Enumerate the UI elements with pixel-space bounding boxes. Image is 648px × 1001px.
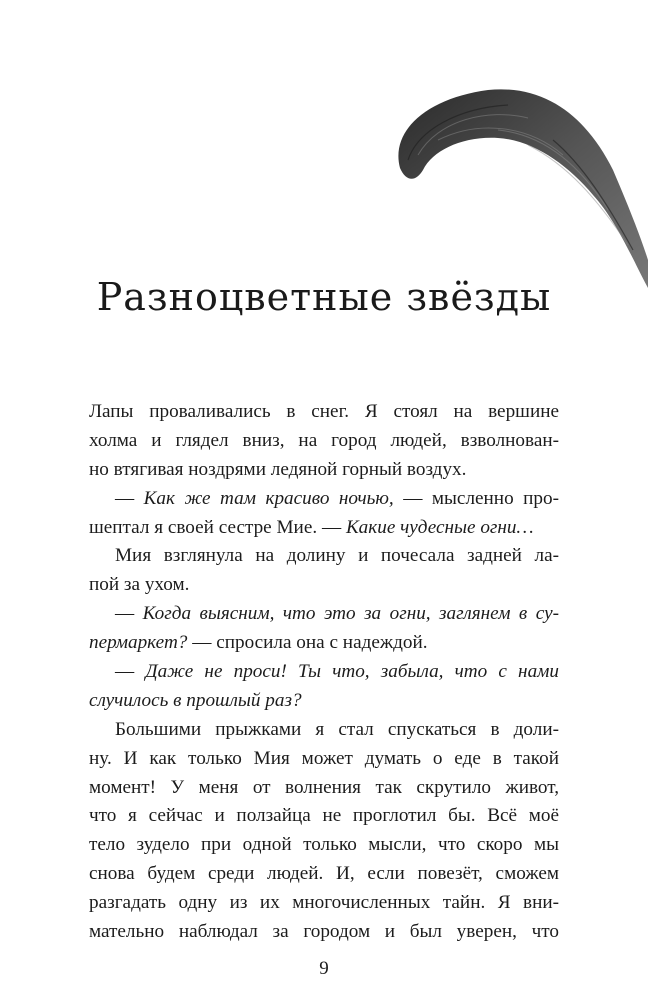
text-line (89, 658, 559, 687)
text-segment: шептал я своей сестре Мие. — (89, 516, 346, 538)
text-segment: что я сейчас и ползайца не проглотил бы. Всё моё (89, 805, 559, 827)
text-segment: Большими прыжками я стал спускаться в доли- (115, 718, 559, 740)
text-segment: — (115, 661, 146, 683)
text-segment: момент! У меня от волнения так скрутило живот, (89, 776, 559, 798)
chapter-title: Разноцветные звёзды (96, 275, 552, 320)
text-line (89, 427, 559, 456)
text-line (89, 514, 559, 543)
text-line (89, 398, 559, 427)
text-line (89, 889, 559, 918)
text-line (89, 831, 559, 860)
italic-text: Какие чудесные огни… (345, 516, 534, 538)
text-line (89, 918, 559, 947)
italic-text: Как же там красиво ночью, (143, 487, 394, 509)
body-text (89, 398, 559, 947)
text-segment: ну. И как только Мия может думать о еде в такой (89, 747, 559, 769)
text-segment: — (115, 487, 144, 509)
text-segment: пой за ухом. (89, 574, 190, 596)
text-line (89, 456, 559, 485)
text-line (89, 485, 559, 514)
text-line (89, 600, 559, 629)
text-line (89, 687, 559, 716)
text-segment: мательно наблюдал за городом и был уверен, что (89, 921, 559, 943)
page-number: 9 (319, 958, 329, 979)
text-line (89, 745, 559, 774)
text-segment: разгадать одну из их многочисленных тайн. Я вни- (89, 892, 559, 914)
text-segment: Лапы проваливались в снег. Я стоял на вершине (89, 401, 559, 422)
text-segment: снова будем среди людей. И, если повезёт, сможем (89, 863, 559, 885)
text-line (89, 860, 559, 889)
text-segment: — мысленно про- (393, 487, 559, 509)
text-segment: тело зудело при одной только мысли, что скоро мы (89, 834, 559, 856)
text-segment: — (115, 603, 143, 625)
italic-text: Когда выясним, что это за огни, заглянем в су- (142, 603, 560, 625)
italic-text: пермаркет? (89, 632, 188, 654)
text-segment: Мия взглянула на долину и почесала задней ла- (115, 545, 559, 567)
text-line (89, 802, 559, 831)
italic-text: случилось в прошлый раз? (89, 689, 302, 711)
text-line (89, 571, 559, 600)
text-line (89, 542, 559, 571)
italic-text: Даже не проси! Ты что, забыла, что с нами (145, 661, 560, 683)
cat-tail-illustration (378, 70, 648, 290)
text-line (89, 716, 559, 745)
text-segment: но втягивая ноздрями ледяной горный воздух. (89, 458, 467, 480)
text-segment: — спросила она с надеждой. (187, 632, 428, 654)
text-line (89, 629, 559, 658)
text-segment: холма и глядел вниз, на город людей, взволнован- (89, 429, 559, 451)
text-line (89, 774, 559, 803)
